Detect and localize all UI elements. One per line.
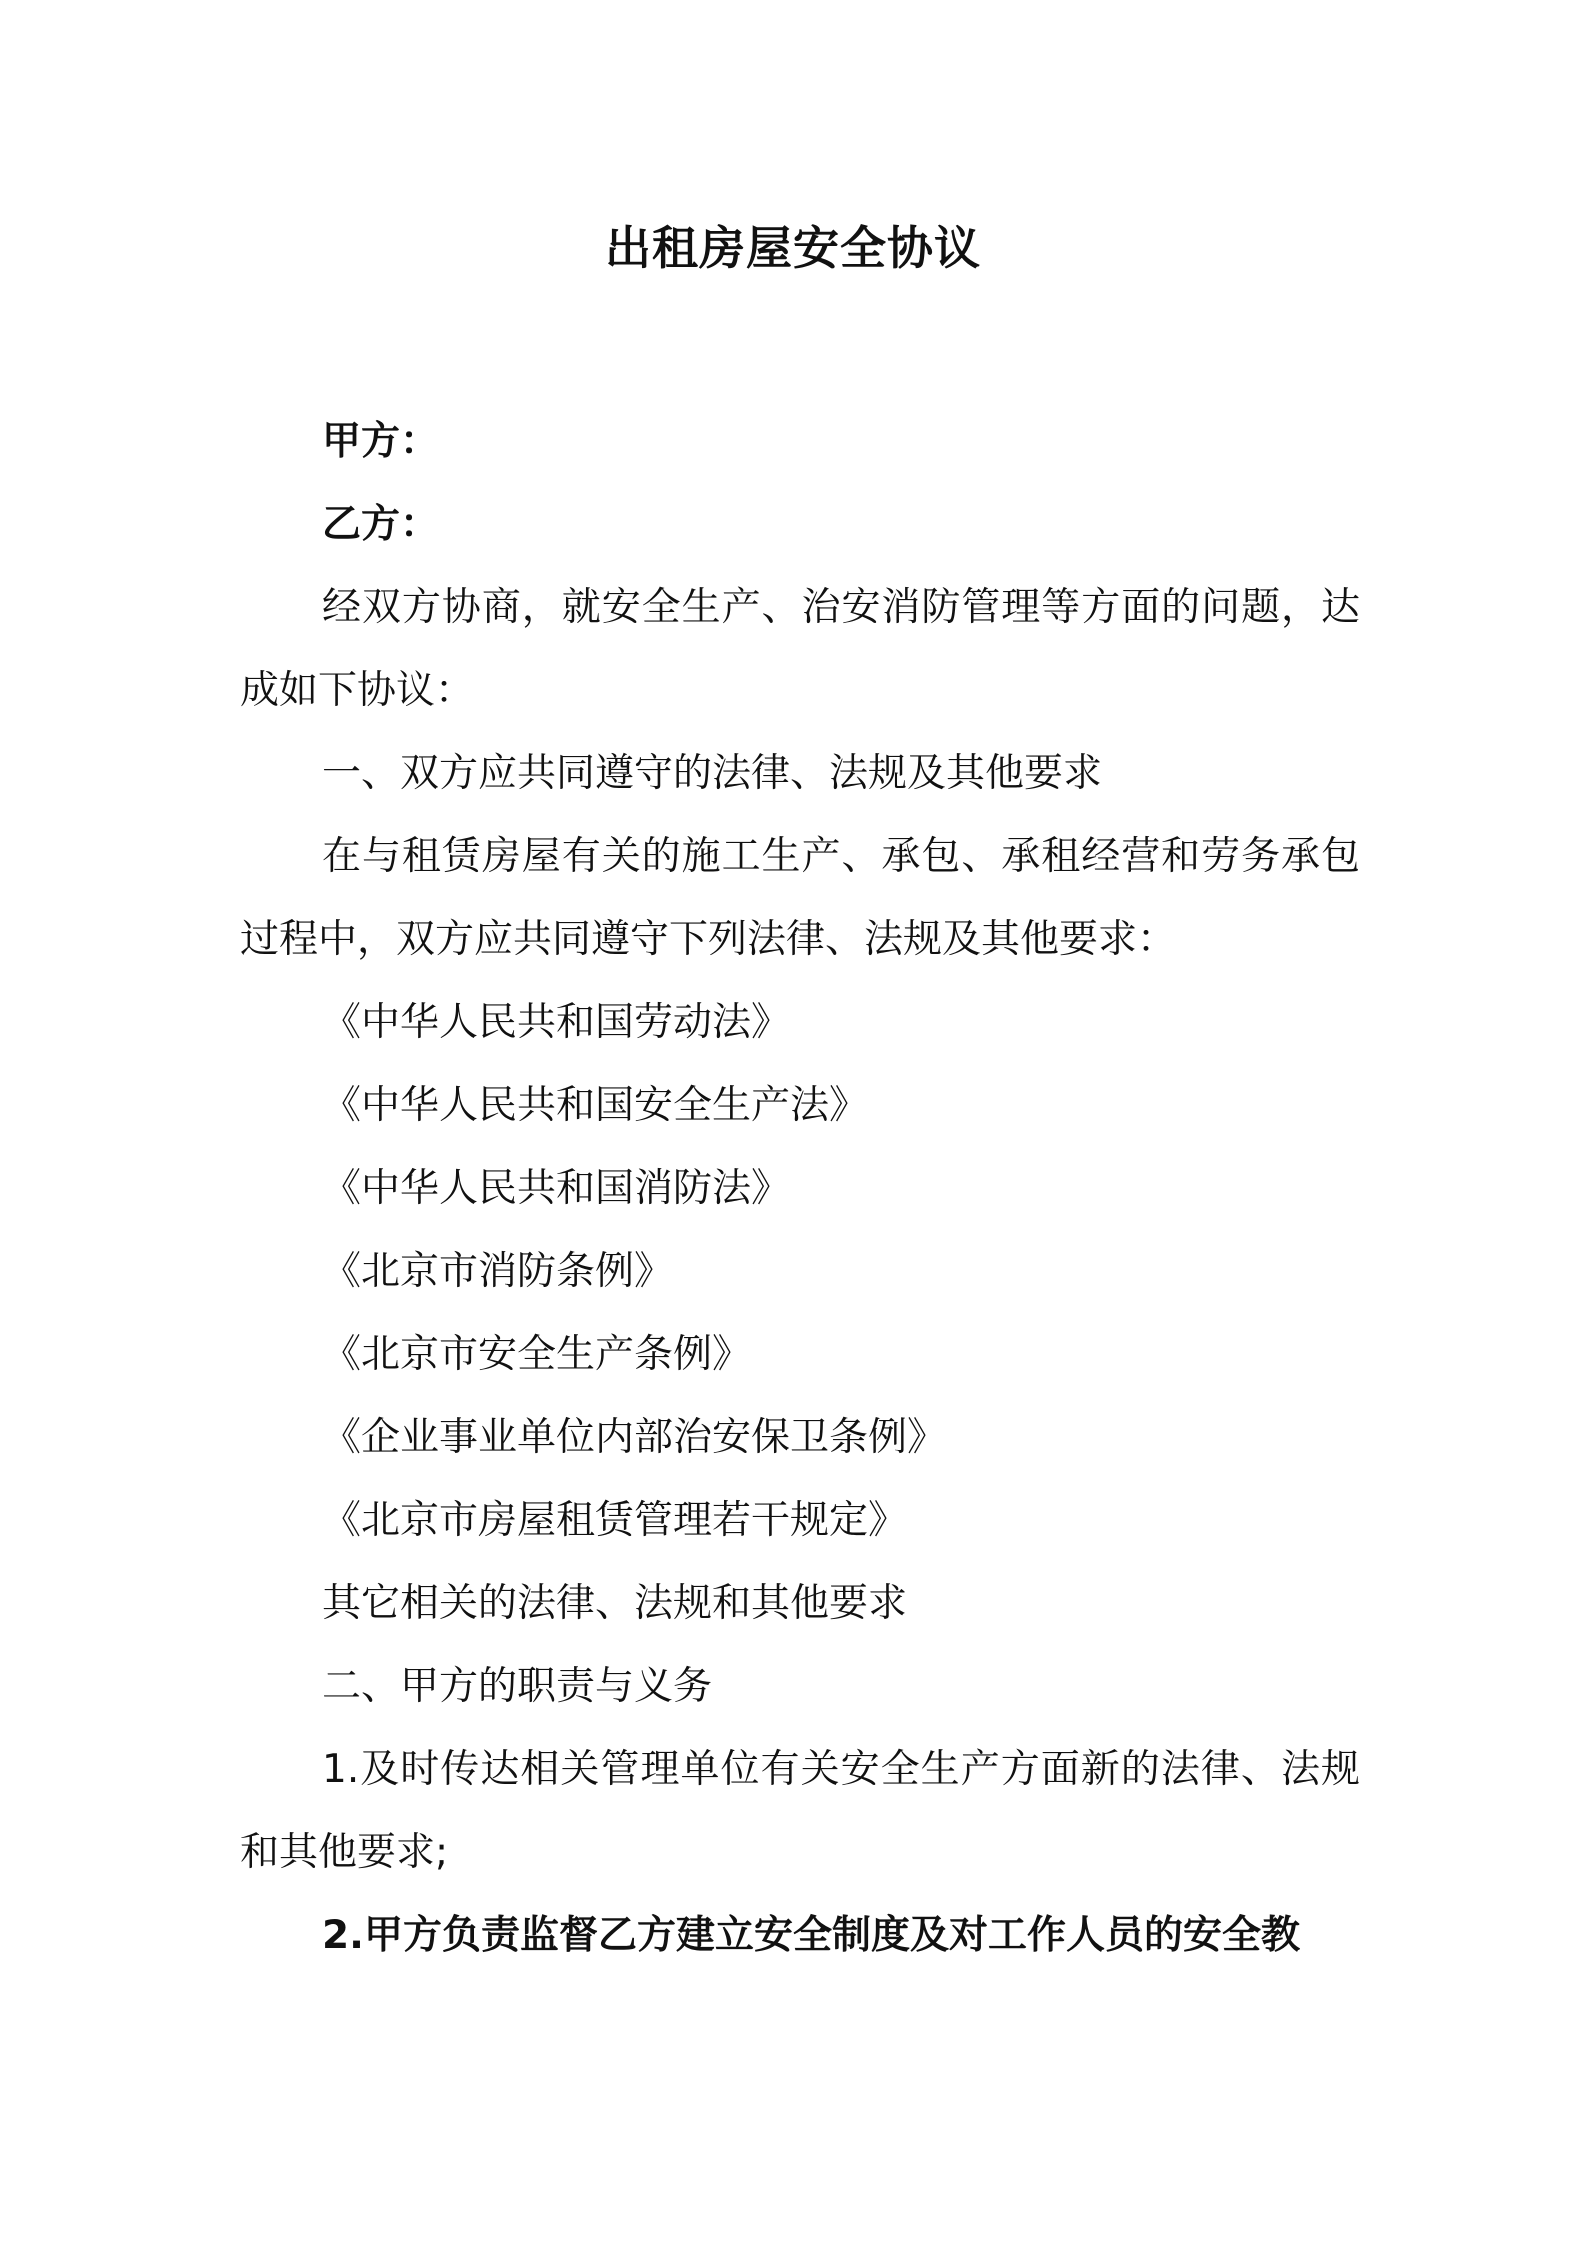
- duty-item-2: 2.甲方负责监督乙方建立安全制度及对工作人员的安全教: [322, 1913, 1300, 1958]
- law-item-labor-law: 《中华人民共和国劳动法》: [322, 1000, 791, 1045]
- party-a-line: 甲方：: [322, 419, 440, 464]
- section-1-paragraph: 在与租赁房屋有关的施工生产、承包、承租经营和劳务承包过程中，双方应共同遵守下列法律、法规及其他要求：: [240, 834, 1360, 962]
- document-title: 出租房屋安全协议: [605, 221, 981, 275]
- party-b-line: 乙方：: [322, 502, 440, 547]
- duty-item-1: 1.及时传达相关管理单位有关安全生产方面新的法律、法规和其他要求;: [240, 1747, 1360, 1875]
- section-heading-2: 二、甲方的职责与义务: [322, 1664, 713, 1709]
- law-item-beijing-rental-regulation: 《北京市房屋租赁管理若干规定》: [322, 1498, 908, 1543]
- law-item-fire-protection-law: 《中华人民共和国消防法》: [322, 1166, 791, 1211]
- intro-paragraph: 经双方协商，就安全生产、治安消防管理等方面的问题，达成如下协议：: [240, 585, 1360, 713]
- law-item-security-regulation: 《企业事业单位内部治安保卫条例》: [322, 1415, 947, 1460]
- section-heading-1: 一、双方应共同遵守的法律、法规及其他要求: [322, 751, 1103, 796]
- document-body: [240, 400, 1360, 1977]
- law-item-beijing-safety-regulation: 《北京市安全生产条例》: [322, 1332, 752, 1377]
- other-laws-line: 其它相关的法律、法规和其他要求: [322, 1581, 908, 1626]
- law-item-beijing-fire-regulation: 《北京市消防条例》: [322, 1249, 674, 1294]
- law-item-safety-production-law: 《中华人民共和国安全生产法》: [322, 1083, 869, 1128]
